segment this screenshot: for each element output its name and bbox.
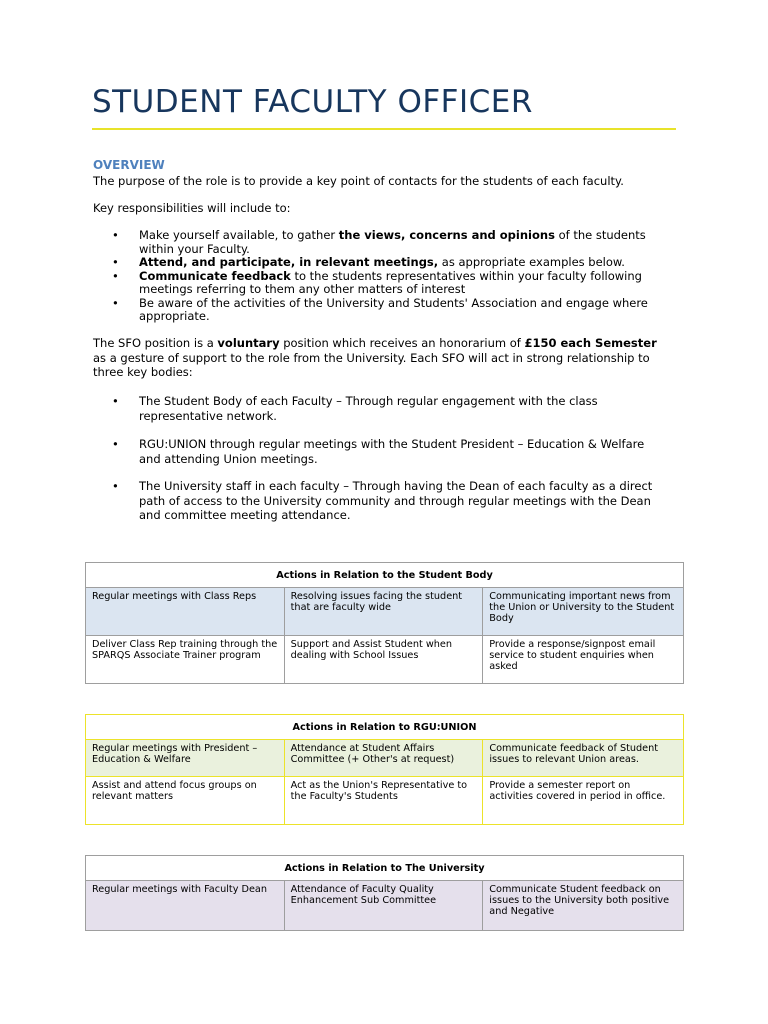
- table-cell: Communicate feedback of Student issues to relevant Union areas.: [483, 740, 684, 777]
- key-bodies-list: [112, 394, 667, 523]
- responsibilities-list: [112, 229, 667, 324]
- table-row: [86, 636, 684, 684]
- student-body-actions-table: [85, 562, 684, 684]
- table-cell: Provide a semester report on activities covered in period in office.: [483, 777, 684, 825]
- sfo-position-paragraph: The SFO position is a voluntary position which receives an honorarium of £150 each Semester as a gesture of support to the role from the University. Each SFO will act in strong relationship to three key bodies:: [93, 336, 657, 379]
- overview-heading: OVERVIEW: [93, 158, 165, 172]
- table-heading: Actions in Relation to the Student Body: [86, 563, 684, 588]
- list-item: • Make yourself available, to gather the views, concerns and opinions of the students within your Faculty.: [112, 229, 667, 256]
- list-item: • RGU:UNION through regular meetings with the Student President – Education & Welfare and attending Union meetings.: [112, 437, 667, 466]
- page-title: STUDENT FACULTY OFFICER: [92, 84, 533, 120]
- table-row: [86, 777, 684, 825]
- table-cell: Regular meetings with President – Education & Welfare: [86, 740, 285, 777]
- table-heading: Actions in Relation to The University: [86, 856, 684, 881]
- table-heading: Actions in Relation to RGU:UNION: [86, 715, 684, 740]
- rgu-union-actions-table: [85, 714, 684, 825]
- list-item: • The Student Body of each Faculty – Through regular engagement with the class representative network.: [112, 394, 667, 423]
- table-cell: Regular meetings with Faculty Dean: [86, 881, 285, 931]
- table-cell: Attendance of Faculty Quality Enhancement Sub Committee: [284, 881, 483, 931]
- table-cell: Attendance at Student Affairs Committee (+ Other's at request): [284, 740, 483, 777]
- list-item: • Communicate feedback to the students representatives within your faculty following meetings referring to them any other matters of interest: [112, 270, 667, 297]
- university-actions-table: [85, 855, 684, 931]
- table-row: [86, 588, 684, 636]
- table-cell: Resolving issues facing the student that are faculty wide: [284, 588, 483, 636]
- table-cell: Communicate Student feedback on issues to the University both positive and Negative: [483, 881, 684, 931]
- key-responsibilities-intro: Key responsibilities will include to:: [93, 201, 291, 215]
- table-cell: Communicating important news from the Union or University to the Student Body: [483, 588, 684, 636]
- table-cell: Deliver Class Rep training through the SPARQS Associate Trainer program: [86, 636, 285, 684]
- table-cell: Act as the Union's Representative to the Faculty's Students: [284, 777, 483, 825]
- list-item: • Attend, and participate, in relevant meetings, as appropriate examples below.: [112, 256, 667, 270]
- purpose-text: The purpose of the role is to provide a key point of contacts for the students of each faculty.: [93, 174, 624, 188]
- table-row: [86, 740, 684, 777]
- list-item: • The University staff in each faculty – Through having the Dean of each faculty as a direct path of access to the University community and through regular meetings with the Dean and committee meeting attendance.: [112, 479, 667, 523]
- title-underline: [92, 128, 676, 130]
- list-item: • Be aware of the activities of the University and Students' Association and engage where appropriate.: [112, 297, 667, 324]
- table-cell: Support and Assist Student when dealing with School Issues: [284, 636, 483, 684]
- table-row: [86, 881, 684, 931]
- table-cell: Assist and attend focus groups on relevant matters: [86, 777, 285, 825]
- table-cell: Regular meetings with Class Reps: [86, 588, 285, 636]
- table-cell: Provide a response/signpost email service to student enquiries when asked: [483, 636, 684, 684]
